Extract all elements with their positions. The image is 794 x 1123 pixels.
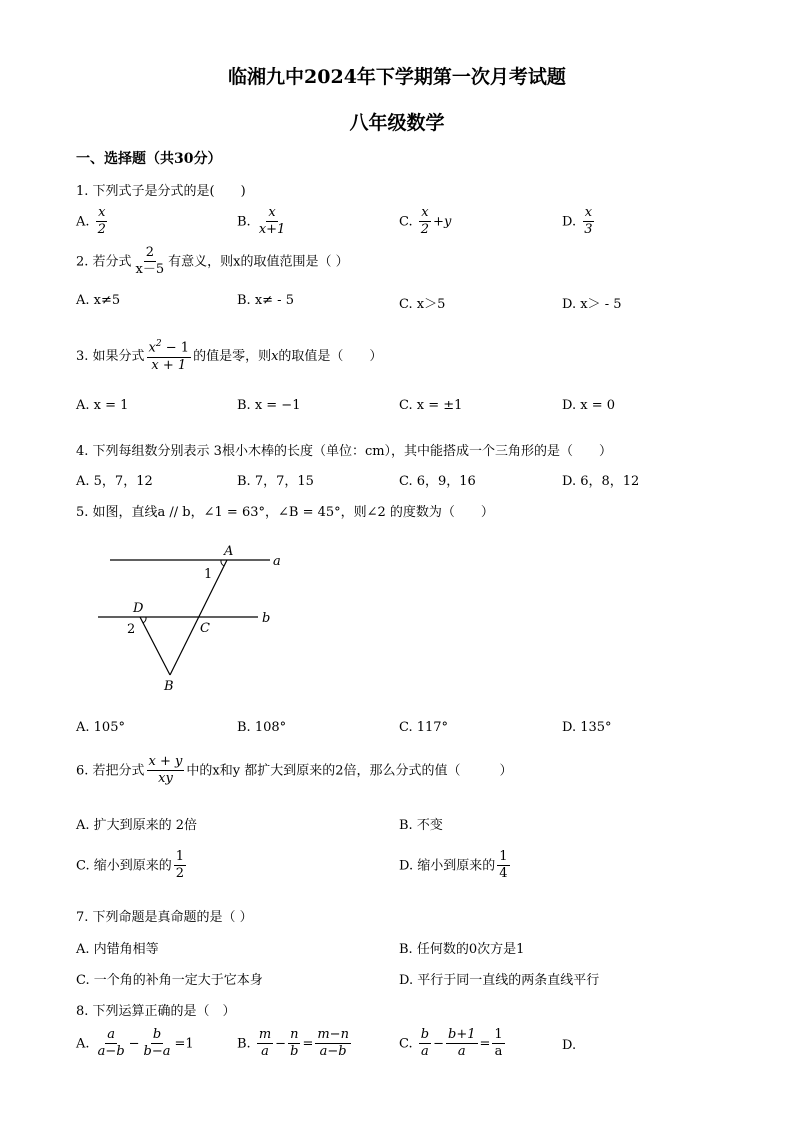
segment-db: [140, 617, 170, 675]
page-title: 临湘九中2024年下学期第一次月考试题: [228, 66, 566, 88]
geometry-figure: [90, 535, 310, 700]
fraction: $\frac{x^2 - 1}{x + 1}$: [148, 339, 190, 373]
angle-2-label: 2: [127, 622, 136, 637]
fraction: $\frac{b}{a}$: [420, 1027, 430, 1060]
fraction: $\frac{1}{a}$: [494, 1027, 503, 1060]
question-8-option-c[interactable]: C. $\frac{b}{a}$ − $\frac{b+1}{a}$ = $\frac{1}{a}$: [399, 1027, 503, 1060]
line-a-label: a: [273, 554, 281, 569]
point-c-label: C: [200, 621, 210, 636]
question-5-option-a[interactable]: A. 105°: [76, 720, 125, 735]
fraction: $\frac{x}{2}$: [420, 205, 430, 238]
question-2-option-a[interactable]: A. x≠5: [76, 293, 121, 308]
question-6-option-a[interactable]: A. 扩大到原来的 2倍: [76, 818, 198, 833]
section-heading: 一、选择题（共30分）: [76, 151, 222, 167]
question-3-option-d[interactable]: D. x = 0: [562, 398, 615, 413]
question-2-option-c[interactable]: C. x＞5: [399, 297, 446, 312]
question-2-option-b[interactable]: B. x≠ - 5: [237, 293, 294, 308]
question-3-option-a[interactable]: A. x = 1: [76, 398, 129, 413]
fraction: $\frac{m-n}{a-b}$: [317, 1027, 349, 1060]
fraction: $\frac{m}{a}$: [258, 1027, 272, 1060]
question-3-option-b[interactable]: B. x = −1: [237, 398, 301, 413]
fraction: $\frac{1}{4}$: [499, 849, 508, 882]
question-3-option-c[interactable]: C. x = ±1: [399, 398, 463, 413]
question-6-stem: 6. 若把分式 $\frac{x + y}{xy}$ 中的x和y 都扩大到原来的2倍，那么分式的值（ ）: [76, 754, 513, 787]
question-6-option-b[interactable]: B. 不变: [399, 818, 443, 833]
question-5-option-b[interactable]: B. 108°: [237, 720, 287, 735]
fraction: $\frac{a}{a-b}$: [97, 1027, 125, 1060]
question-7-stem: 7. 下列命题是真命题的是（ ）: [76, 910, 253, 925]
fraction: $\frac{2}{x-5}$: [135, 245, 165, 278]
question-1-option-a[interactable]: A. $\frac{x}{2}$: [76, 205, 106, 238]
point-d-label: D: [133, 601, 144, 616]
question-7-option-c[interactable]: C. 一个角的补角一定大于它本身: [76, 973, 263, 988]
fraction: $\frac{b+1}{a}$: [448, 1027, 476, 1060]
angle-1-arc: [221, 560, 224, 566]
question-4-option-a[interactable]: A. 5，7，12: [76, 474, 153, 489]
question-5-option-c[interactable]: C. 117°: [399, 720, 449, 735]
angle-1-label: 1: [204, 567, 213, 582]
point-a-label: A: [224, 544, 234, 559]
question-6-option-d[interactable]: D. 缩小到原来的 $\frac{1}{4}$: [399, 849, 508, 882]
question-5-stem: 5. 如图，直线a // b，∠1 = 63°，∠B = 45°，则∠2 的度数为（ ）: [76, 505, 494, 520]
question-1-option-b[interactable]: B. $\frac{x}{x+1}$: [237, 205, 286, 238]
angle-2-arc: [143, 617, 146, 623]
fraction: $\frac{n}{b}$: [290, 1027, 299, 1060]
fraction: $\frac{x}{x+1}$: [258, 205, 286, 238]
question-4-option-c[interactable]: C. 6，9，16: [399, 474, 476, 489]
question-2-option-d[interactable]: D. x＞ - 5: [562, 297, 622, 312]
question-1-option-d[interactable]: D. $\frac{x}{3}$: [562, 205, 593, 238]
question-7-option-b[interactable]: B. 任何数的0次方是1: [399, 942, 525, 957]
question-8-option-a[interactable]: A. $\frac{a}{a-b}$ − $\frac{b}{b-a}$ =1: [76, 1027, 194, 1060]
question-8-option-b[interactable]: B. $\frac{m}{a}$ − $\frac{n}{b}$ = $\frac{m-n}{a-b}$: [237, 1027, 349, 1060]
line-b-label: b: [262, 611, 271, 626]
fraction: $\frac{b}{b-a}$: [143, 1027, 171, 1060]
question-5-option-d[interactable]: D. 135°: [562, 720, 612, 735]
question-6-option-c[interactable]: C. 缩小到原来的 $\frac{1}{2}$: [76, 849, 185, 882]
question-1-option-c[interactable]: C. $\frac{x}{2}$ +y: [399, 205, 452, 238]
fraction: $\frac{x}{2}$: [97, 205, 106, 238]
fraction: $\frac{x}{3}$: [584, 205, 593, 238]
question-8-stem: 8. 下列运算正确的是（ ）: [76, 1004, 236, 1019]
question-1-stem: 1. 下列式子是分式的是( ): [76, 184, 246, 199]
point-b-label: B: [164, 679, 174, 694]
question-4-stem: 4. 下列每组数分别表示 3根小木棒的长度（单位：cm），其中能搭成一个三角形的是（ ）: [76, 444, 613, 459]
page-subtitle: 八年级数学: [349, 112, 445, 134]
question-7-option-a[interactable]: A. 内错角相等: [76, 942, 159, 957]
question-8-option-d[interactable]: D.: [562, 1038, 577, 1053]
fraction: $\frac{1}{2}$: [175, 849, 185, 882]
question-2-stem: 2. 若分式 $\frac{2}{x-5}$ 有意义，则x的取值范围是（ ）: [76, 245, 349, 278]
question-7-option-d[interactable]: D. 平行于同一直线的两条直线平行: [399, 973, 600, 988]
question-4-option-b[interactable]: B. 7，7，15: [237, 474, 314, 489]
question-4-option-d[interactable]: D. 6，8，12: [562, 474, 640, 489]
fraction: $\frac{x + y}{xy}$: [148, 754, 183, 787]
question-3-stem: 3. 如果分式 $\frac{x^2 - 1}{x + 1}$ 的值是零，则x的取值是（ ）: [76, 339, 383, 373]
